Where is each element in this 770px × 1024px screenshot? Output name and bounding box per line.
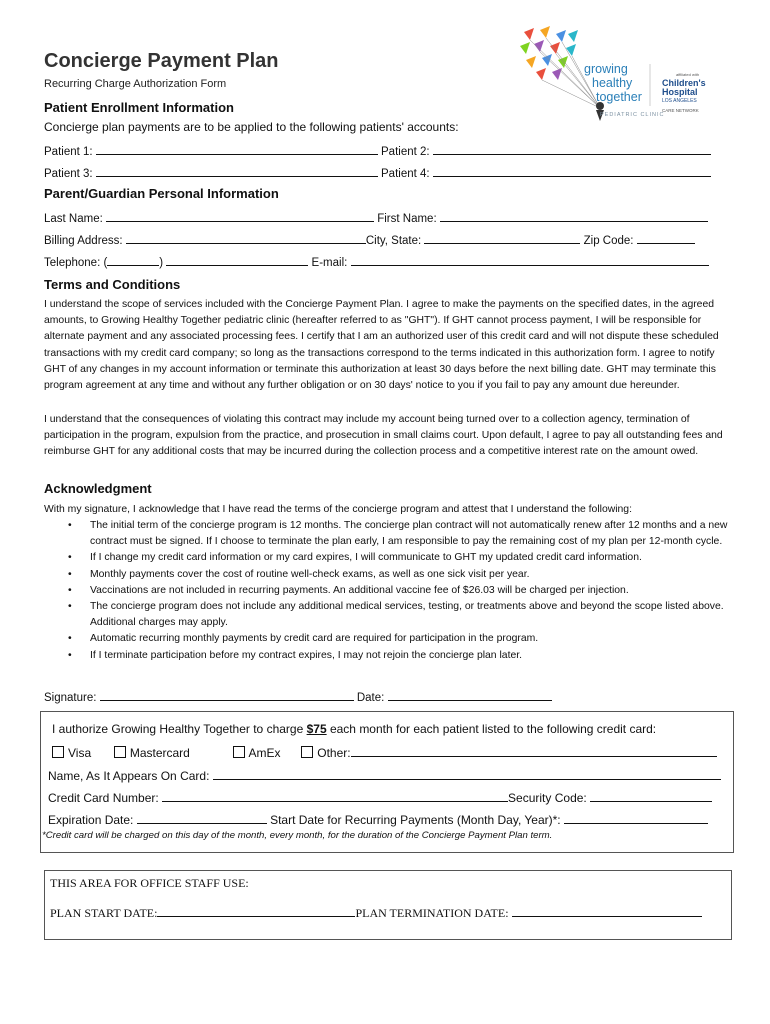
- partner-name-3: LOS ANGELES: [662, 98, 697, 104]
- card-type-row: [52, 745, 717, 760]
- list-item: • The initial term of the concierge program is 12 months. The concierge plan contract will not automatically renew after 12 months and a new contract must be signed. If I choose to terminate the plan early, I am responsible to pay the remaining cost of my plan per 12-month cycle.: [44, 518, 738, 550]
- name-on-card-field[interactable]: [213, 768, 721, 780]
- plan-termination-date-label: PLAN TERMINATION DATE:: [355, 906, 509, 920]
- city-state-field[interactable]: [424, 232, 580, 244]
- logo-text-together: together: [596, 90, 642, 104]
- signature-date-field[interactable]: [388, 689, 552, 701]
- expiration-row: [48, 812, 708, 827]
- patient-1-field[interactable]: [96, 143, 378, 155]
- telephone-close-paren: ): [159, 257, 164, 269]
- first-name-label: First Name:: [377, 213, 437, 225]
- authorization-post-text: each month for each patient listed to the following credit card:: [326, 722, 657, 736]
- guardian-address-row: [44, 232, 695, 247]
- guardian-name-row: [44, 210, 708, 225]
- area-code-field[interactable]: [107, 254, 159, 266]
- patient-2-label: Patient 2:: [381, 146, 430, 158]
- enrollment-intro: Concierge plan payments are to be applied to the following patients' accounts:: [44, 120, 459, 134]
- other-checkbox[interactable]: [301, 746, 313, 758]
- patient-4-label: Patient 4:: [381, 168, 430, 180]
- name-on-card-row: [48, 768, 721, 783]
- partner-name-2: Hospital: [662, 87, 698, 97]
- terms-heading: Terms and Conditions: [44, 277, 181, 292]
- telephone-label: Telephone: (: [44, 257, 108, 269]
- security-code-label: Security Code:: [508, 791, 587, 805]
- city-state-label: City, State:: [365, 235, 422, 247]
- list-item: • Automatic recurring monthly payments by credit card are required for participation in the program.: [44, 631, 738, 647]
- other-card-field[interactable]: [351, 745, 717, 757]
- plan-termination-date-field[interactable]: [512, 905, 702, 917]
- billing-address-field[interactable]: [126, 232, 366, 244]
- patient-2-field[interactable]: [433, 143, 711, 155]
- authorization-pre-text: I authorize Growing Healthy Together to charge: [52, 722, 307, 736]
- card-number-label: Credit Card Number:: [48, 791, 159, 805]
- amex-checkbox[interactable]: [233, 746, 245, 758]
- clinic-logo: [512, 26, 742, 126]
- charge-amount: $75: [306, 722, 327, 736]
- last-name-field[interactable]: [106, 210, 374, 222]
- list-item: • If I change my credit card information or my card expires, I will communicate to GHT my updated credit card information.: [44, 550, 738, 566]
- patient-1-label: Patient 1:: [44, 146, 93, 158]
- zip-code-label: Zip Code:: [583, 235, 634, 247]
- patient-3-label: Patient 3:: [44, 168, 93, 180]
- guardian-heading: Parent/Guardian Personal Information: [44, 186, 279, 201]
- acknowledgment-intro: With my signature, I acknowledge that I have read the terms of the concierge program and attest that I understand the following:: [44, 504, 632, 515]
- mastercard-checkbox[interactable]: [114, 746, 126, 758]
- start-date-field[interactable]: [564, 812, 708, 824]
- terms-paragraph-1: I understand the scope of services included with the Concierge Payment Plan. I agree to make the payments on the specified dates, in the agreed amounts, to Growing Healthy Together pediatric clinic (hereafter referred to as "GHT"). If GHT cannot process payment, I will be responsible for alternate payment and any associated processing fees. I certify that I am an authorized user of this credit card and will not dispute these scheduled transactions with my credit card company; so long as the transactions correspond to the terms indicated in this authorization form. I agree to notify GHT of any changes in my account information or terminate this authorization at least 30 days before the next billing date. GHT may terminate this program agreement at any time and without any further obligation or on 30 days' notice to you if you fail to pay any amount due hereunder.: [44, 299, 719, 392]
- acknowledgment-list: [44, 518, 738, 664]
- partner-name-4: CARE NETWORK: [662, 108, 699, 113]
- logo-text-growing: growing: [584, 62, 628, 76]
- signature-label: Signature:: [44, 692, 97, 704]
- guardian-contact-row: [44, 254, 709, 269]
- signature-field[interactable]: [100, 689, 354, 701]
- visa-label: Visa: [68, 746, 92, 760]
- patient-row-2: [44, 165, 711, 180]
- zip-code-field[interactable]: [637, 232, 695, 244]
- office-use-heading: THIS AREA FOR OFFICE STAFF USE:: [50, 876, 249, 890]
- expiration-date-field[interactable]: [137, 812, 267, 824]
- mastercard-label: Mastercard: [129, 746, 190, 760]
- page-subtitle: Recurring Charge Authorization Form: [44, 78, 227, 90]
- patient-4-field[interactable]: [433, 165, 711, 177]
- billing-address-label: Billing Address:: [44, 235, 123, 247]
- date-label: Date:: [356, 692, 385, 704]
- enrollment-heading: Patient Enrollment Information: [44, 100, 234, 115]
- telephone-field[interactable]: [166, 254, 308, 266]
- last-name-label: Last Name:: [44, 213, 103, 225]
- first-name-field[interactable]: [440, 210, 708, 222]
- patient-3-field[interactable]: [96, 165, 378, 177]
- plan-start-date-field[interactable]: [157, 905, 355, 917]
- amex-label: AmEx: [248, 746, 281, 760]
- other-label: Other:: [317, 746, 351, 760]
- logo-tagline: PEDIATRIC CLINIC: [600, 112, 665, 118]
- security-code-field[interactable]: [590, 790, 712, 802]
- signature-row: [44, 689, 552, 704]
- card-number-field[interactable]: [162, 790, 508, 802]
- acknowledgment-heading: Acknowledgment: [44, 481, 152, 496]
- email-label: E-mail:: [311, 257, 348, 269]
- authorization-statement: [52, 722, 656, 736]
- expiration-date-label: Expiration Date:: [48, 813, 134, 827]
- start-date-label: Start Date for Recurring Payments (Month Day, Year)*:: [270, 813, 561, 827]
- visa-checkbox[interactable]: [52, 746, 64, 758]
- card-number-row: [48, 790, 712, 805]
- terms-paragraph-2: I understand that the consequences of violating this contract may include my account being turned over to a collection agency, termination of participation in the program, expulsion from the practice, and prosecution in small claims court. Upon default, I agree to pay all outstanding fees and reimburse GHT for any additional costs that may be incurred during the collection process and a competitive interest rate on the amount owed.: [44, 414, 723, 458]
- partner-name-1: Children's: [662, 78, 706, 88]
- plan-dates-row: [50, 905, 702, 921]
- list-item: • The concierge program does not include any additional medical services, testing, or treatments above and beyond the scope listed above. Additional charges may apply.: [44, 599, 738, 631]
- email-field[interactable]: [351, 254, 709, 266]
- charge-date-note: *Credit card will be charged on this day of the month, every month, for the duration of the Concierge Payment Plan term.: [42, 830, 553, 841]
- plan-start-date-label: PLAN START DATE:: [50, 906, 158, 920]
- logo-text-healthy: healthy: [592, 76, 633, 90]
- patient-row-1: [44, 143, 711, 158]
- name-on-card-label: Name, As It Appears On Card:: [48, 769, 210, 783]
- list-item: • If I terminate participation before my contract expires, I may not rejoin the concierge plan later.: [44, 648, 738, 664]
- page-title: Concierge Payment Plan: [44, 50, 279, 72]
- partner-small-text: affiliated with: [676, 72, 700, 77]
- list-item: • Monthly payments cover the cost of routine well-check exams, as well as one sick visit per year.: [44, 567, 738, 583]
- list-item: • Vaccinations are not included in recurring payments. An additional vaccine fee of $26.03 will be charged per injection.: [44, 583, 738, 599]
